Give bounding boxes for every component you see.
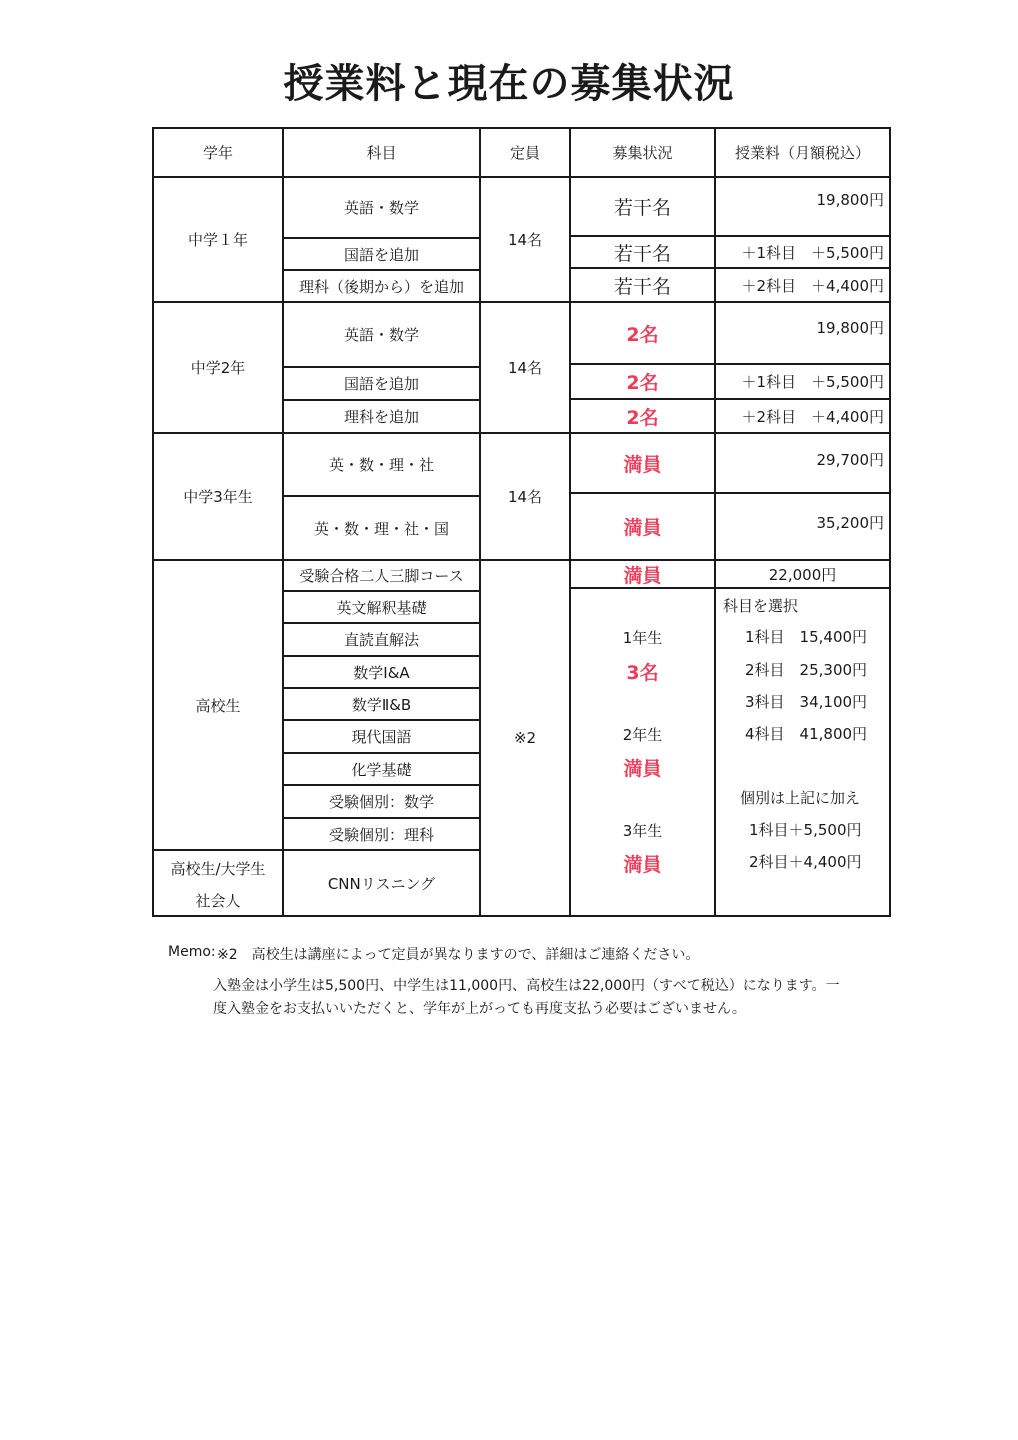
fee-cell: 35,200円 [816, 513, 884, 532]
subject-cell: 国語を追加 [343, 245, 419, 264]
grade-hs: 高校生 [195, 696, 241, 715]
fee-cell: 19,800円 [816, 191, 884, 209]
capacity-jh1: 14名 [507, 231, 543, 249]
memo-line1: 入塾金は小学生は5,500円、中学生は11,000円、高校生は22,000円（すべて税込）になります。一 [213, 978, 840, 994]
subject-cell: 理科（後期から）を追加 [298, 277, 464, 296]
grade-jh1: 中学１年 [187, 231, 248, 249]
hs-fee-line: 1科目 15,400円 [745, 628, 868, 646]
subject-cell: 英・数・理・社・国 [313, 519, 449, 538]
subject-cell: CNNリスニング [327, 874, 436, 893]
hs-fee-individual: 個別は上記に加え [740, 789, 861, 807]
hs-year2-label: 2年生 [622, 725, 663, 744]
hs-fee-line: 3科目 34,100円 [745, 693, 868, 711]
fee-cell: 22,000円 [768, 565, 837, 584]
grade-jh3: 中学3年生 [183, 488, 253, 506]
subject-cell: 化学基礎 [351, 760, 412, 779]
subject-cell: 英文解釈基礎 [336, 598, 427, 617]
subject-cell: 英・数・理・社 [328, 456, 434, 474]
hs-year1-label: 1年生 [622, 628, 663, 647]
subject-cell: 数学Ⅱ&B [351, 695, 412, 714]
subject-cell: 直読直解法 [343, 631, 419, 649]
fee-cell: ＋1科目 ＋5,500円 [741, 243, 884, 262]
status-cell: 2名 [626, 406, 659, 429]
status-cell: 満員 [623, 453, 662, 476]
memo-note: ※2 高校生は講座によって定員が異なりますので、詳細はご連絡ください。 [217, 947, 700, 963]
memo-line2: 度入塾金をお支払いいただくと、学年が上がっても再度支払う必要はございません。 [213, 1001, 746, 1017]
status-cell: 満員 [623, 564, 662, 587]
subject-cell: 国語を追加 [343, 375, 419, 393]
fee-cell: ＋2科目 ＋4,400円 [741, 276, 884, 295]
memo-label: Memo: [168, 944, 216, 960]
subject-cell: 受験合格二人三脚コース [299, 567, 464, 585]
hs-year3-status: 満員 [623, 853, 662, 876]
subject-cell: 受験個別：数学 [328, 793, 434, 811]
hs-year2-status: 満員 [623, 757, 662, 780]
hs-fee-line: 1科目＋5,500円 [749, 821, 862, 839]
hs-year1-status: 3名 [626, 661, 659, 684]
capacity-jh2: 14名 [507, 359, 543, 377]
subject-cell: 英語・数学 [343, 326, 419, 344]
hs-fee-line: 2科目＋4,400円 [749, 853, 862, 871]
hs-fee-line: 4科目 41,800円 [745, 725, 868, 743]
fee-cell: 29,700円 [816, 450, 884, 469]
grade-adult-line1: 高校生/大学生 [170, 859, 266, 878]
fee-cell: ＋1科目 ＋5,500円 [741, 373, 884, 391]
subject-cell: 数学Ⅰ&A [353, 663, 410, 682]
header-status: 募集状況 [612, 144, 673, 162]
header-grade: 学年 [202, 144, 233, 162]
status-cell: 若干名 [613, 197, 671, 219]
hs-fee-line: 2科目 25,300円 [745, 661, 868, 679]
capacity-jh3: 14名 [507, 488, 543, 506]
fee-cell: ＋2科目 ＋4,400円 [741, 407, 884, 426]
capacity-hs: ※2 [513, 729, 537, 747]
status-cell: 若干名 [613, 275, 671, 298]
hs-fee-select: 科目を選択 [723, 597, 799, 615]
subject-cell: 受験個別：理科 [328, 825, 434, 844]
subject-cell: 理科を追加 [343, 408, 419, 426]
page-title: 授業料と現在の募集状況 [283, 60, 735, 107]
subject-cell: 現代国語 [351, 728, 412, 746]
hs-year3-label: 3年生 [622, 821, 663, 840]
status-cell: 満員 [623, 517, 662, 539]
subject-cell: 英語・数学 [343, 199, 419, 217]
header-subject: 科目 [366, 144, 397, 162]
header-fee: 授業料（月額税込） [734, 144, 870, 162]
grade-jh2: 中学2年 [190, 359, 246, 377]
grade-adult-line2: 社会人 [195, 891, 241, 910]
status-cell: 2名 [626, 372, 659, 394]
status-cell: 若干名 [613, 242, 671, 265]
fee-cell: 19,800円 [816, 318, 884, 337]
header-capacity: 定員 [509, 144, 540, 162]
status-cell: 2名 [626, 323, 659, 346]
